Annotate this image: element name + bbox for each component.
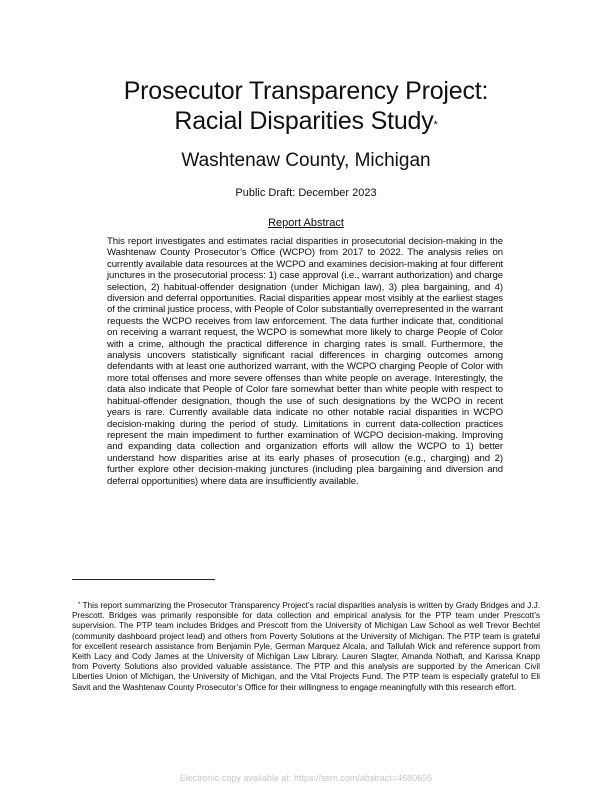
title-line-2: [0, 106, 612, 137]
ssrn-notice[interactable]: Electronic copy available at: https://ssrn.com/abstract=4680695: [179, 773, 433, 783]
draft-date: Public Draft: December 2023: [235, 187, 377, 199]
footnote-divider: [72, 579, 215, 580]
title-footnote-marker[interactable]: *: [433, 119, 438, 131]
footnote: [72, 600, 540, 692]
abstract-heading: Report Abstract: [268, 217, 344, 229]
footnote-marker: *: [78, 602, 81, 608]
abstract-body: This report investigates and estimates racial disparities in prosecutorial decision-making in the Washtenaw County Prosecutor’s Office (WCPO) from 2017 to 2022. The analysis relies on currently available data resources at the WCPO and examines decision-making at four different junctures in the prosecutorial process: 1) case approval (i.e., warrant authorization) and charge selection, 2) habitual-offender designation (under Michigan law), 3) plea bargaining, and 4) diversion and deferral opportunities. Racial disparities appear most visibly at the earliest stages of the criminal justice process, with People of Color substantially overrepresented in the warrant requests the WCPO receives from law enforcement. The data further indicate that, conditional on receiving a warrant request, the WCPO is somewhat more likely to charge People of Color with a crime, although the practical difference in charging rates is small. Furthermore, the analysis uncovers statistically significant racial differences in charging outcomes among defendants with at least one authorized warrant, with the WCPO charging People of Color with more total offenses and more severe offenses than white people on average. Interestingly, the data also indicate that People of Color fare somewhat better than white people with respect to habitual-offender designation, though the use of such designations by the WCPO in recent years is rare. Currently available data indicate no other notable racial disparities in WCPO decision-making during the period of study. Limitations in current data-collection practices represent the main impediment to further examination of WCPO decision-making. Improving and expanding data collection and organization efforts will allow the WCPO to 1) better understand how disparities arise at its early phases of prosecution (e.g., charging) and 2) further explore other decision-making junctures (including plea bargaining and diversion and deferral opportunities) where data are insufficiently available.: [107, 236, 504, 487]
title-line-2-text: Racial Disparities Study: [174, 107, 434, 135]
footnote-text: This report summarizing the Prosecutor Transparency Project’s racial disparities analysis is written by Grady Bridges and J.J. Prescott. Bridges was primarily responsible for data collection and empirical analysis for the PTP team under Prescott’s supervision. The PTP team includes Bridges and Prescott from the University of Michigan Law School as well Trevor Bechtel (community dashboard project lead) and others from Poverty Solutions at the University of Michigan. The PTP team is grateful for excellent research assistance from Benjamin Pyle, German Marquez Alcala, and Tallulah Wick and reference support from Keith Lacy and Cody James at the University of Michigan Law Library. Lauren Slagter, Amanda Nothaft, and Karissa Knapp from Poverty Solutions also provided valuable assistance. The PTP and this analysis are supported by the American Civil Liberties Union of Michigan, the University of Michigan, and the Vital Projects Fund. The PTP team is especially grateful to Eli Savit and the Washtenaw County Prosecutor’s Office for their willingness to engage meaningfully with this research effort.: [72, 600, 540, 692]
county-subtitle: Washtenaw County, Michigan: [181, 150, 431, 171]
title-line-1: Prosecutor Transparency Project:: [123, 77, 489, 105]
